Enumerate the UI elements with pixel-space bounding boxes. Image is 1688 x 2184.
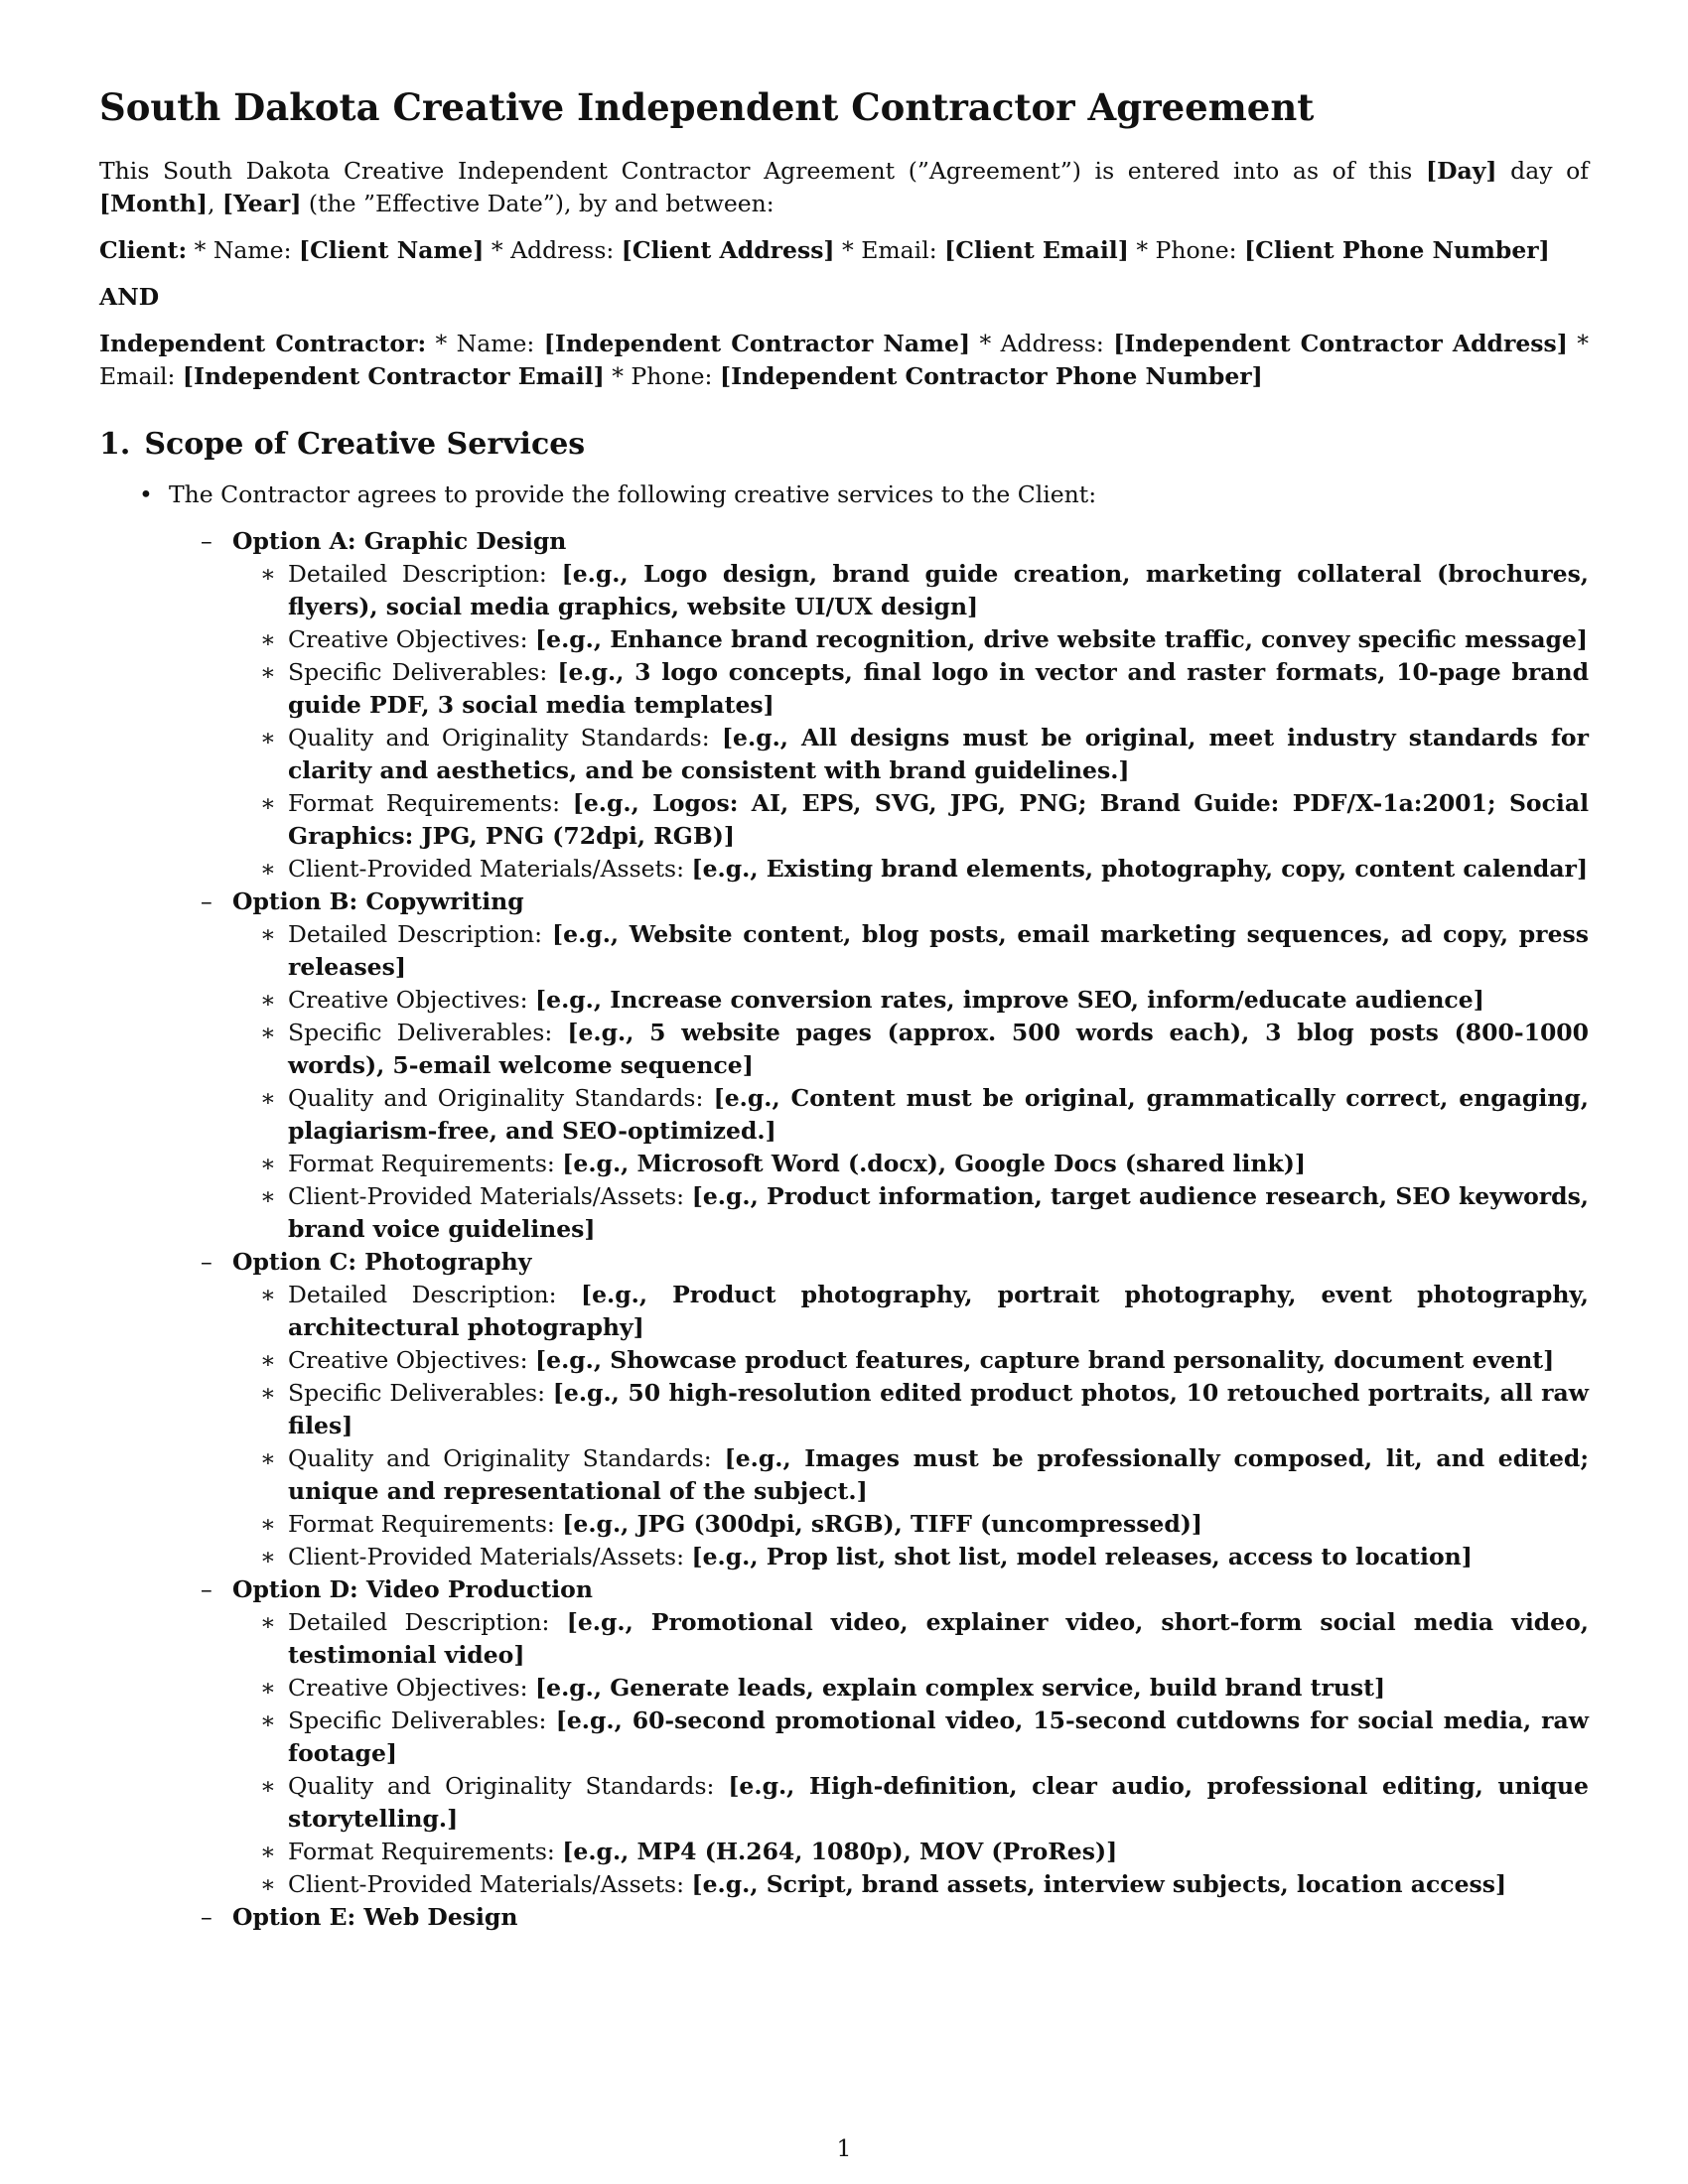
client-block <box>99 234 1589 267</box>
option-detail-item <box>260 1148 1589 1180</box>
intro-text-4: (the ”Effective Date”), by and between: <box>301 190 774 218</box>
section-title: Scope of Creative Services <box>144 427 586 463</box>
section-number: 1. <box>99 427 131 463</box>
option-detail-item <box>260 1377 1589 1442</box>
detail-label: Client-Provided Materials/Assets: <box>288 1543 692 1571</box>
scope-bullet <box>135 478 1589 1934</box>
detail-value: [e.g., Website content, blog posts, email marketing sequences, ad copy, press releases] <box>288 920 1589 982</box>
option-details-list <box>232 558 1589 886</box>
document-title: South Dakota Creative Independent Contractor Agreement <box>99 85 1315 129</box>
detail-label: Quality and Originality Standards: <box>288 1772 729 1801</box>
detail-label: Specific Deliverables: <box>288 1019 568 1047</box>
client-address-label: * Address: <box>484 236 622 265</box>
detail-label: Specific Deliverables: <box>288 1379 553 1408</box>
option-title: Option B: Copywriting <box>232 887 524 916</box>
detail-value: [e.g., Increase conversion rates, improve SEO, inform/educate audience] <box>535 986 1484 1015</box>
contractor-phone-label: * Phone: <box>604 362 720 391</box>
detail-value: [e.g., JPG (300dpi, sRGB), TIFF (uncompressed)] <box>562 1510 1203 1539</box>
detail-value: [e.g., 60-second promotional video, 15-second cutdowns for social media, raw footage] <box>288 1706 1590 1768</box>
detail-label: Client-Provided Materials/Assets: <box>288 1870 692 1899</box>
option-title: Option C: Photography <box>232 1248 532 1277</box>
client-name-label: * Name: <box>187 236 299 265</box>
option-detail-item <box>260 558 1589 623</box>
client-address-value: [Client Address] <box>621 236 835 265</box>
option-detail-item <box>260 1541 1589 1573</box>
option-details-list <box>232 1279 1589 1573</box>
detail-value: [e.g., Images must be professionally composed, lit, and edited; unique and representational of the subject.] <box>288 1444 1590 1506</box>
contractor-block <box>99 328 1589 393</box>
document-page <box>99 85 1589 1934</box>
detail-label: Specific Deliverables: <box>288 1706 556 1735</box>
option-detail-item <box>260 1442 1589 1508</box>
detail-value: [e.g., 5 website pages (approx. 500 words each), 3 blog posts (800-1000 words), 5-email welcome sequence] <box>288 1019 1590 1080</box>
scope-list <box>99 478 1589 1934</box>
detail-value: [e.g., MP4 (H.264, 1080p), MOV (ProRes)] <box>562 1838 1118 1866</box>
option-detail-item <box>260 853 1589 886</box>
option-detail-item <box>260 1344 1589 1377</box>
detail-label: Client-Provided Materials/Assets: <box>288 855 692 884</box>
detail-label: Creative Objectives: <box>288 986 535 1015</box>
detail-label: Detailed Description: <box>288 920 553 949</box>
option-detail-item <box>260 1508 1589 1541</box>
option-item <box>201 886 1589 1246</box>
contractor-name-label: * Name: <box>426 330 544 358</box>
option-detail-item <box>260 1672 1589 1705</box>
option-detail-item <box>260 656 1589 722</box>
detail-value: [e.g., Prop list, shot list, model releases, access to location] <box>691 1543 1473 1571</box>
detail-label: Specific Deliverables: <box>288 658 558 687</box>
option-detail-item <box>260 1868 1589 1901</box>
option-item <box>201 1246 1589 1573</box>
detail-value: [e.g., 50 high-resolution edited product photos, 10 retouched portraits, all raw files] <box>288 1379 1589 1440</box>
detail-label: Quality and Originality Standards: <box>288 1084 714 1113</box>
detail-label: Detailed Description: <box>288 1608 567 1637</box>
detail-label: Client-Provided Materials/Assets: <box>288 1182 692 1211</box>
option-item <box>201 525 1589 886</box>
option-item <box>201 1901 1589 1934</box>
detail-label: Creative Objectives: <box>288 625 535 654</box>
detail-value: [e.g., Enhance brand recognition, drive website traffic, convey specific message] <box>535 625 1589 654</box>
option-detail-item <box>260 1082 1589 1148</box>
detail-value: [e.g., Product information, target audience research, SEO keywords, brand voice guidelines] <box>288 1182 1589 1244</box>
option-detail-item <box>260 1180 1589 1246</box>
option-detail-item <box>260 623 1589 656</box>
option-detail-item <box>260 722 1589 787</box>
detail-label: Creative Objectives: <box>288 1346 535 1375</box>
detail-label: Quality and Originality Standards: <box>288 724 722 752</box>
intro-text-1: This South Dakota Creative Independent Contractor Agreement (”Agreement”) is entered into as of this <box>99 157 1426 186</box>
option-detail-item <box>260 1836 1589 1868</box>
option-detail-item <box>260 918 1589 984</box>
option-title: Option E: Web Design <box>232 1903 518 1932</box>
detail-value: [e.g., High-definition, clear audio, professional editing, unique storytelling.] <box>288 1772 1589 1834</box>
client-email-value: [Client Email] <box>944 236 1129 265</box>
detail-label: Quality and Originality Standards: <box>288 1444 725 1473</box>
option-detail-item <box>260 787 1589 853</box>
intro-text-3: , <box>207 190 222 218</box>
option-detail-item <box>260 1017 1589 1082</box>
detail-value: [e.g., Script, brand assets, interview subjects, location access] <box>691 1870 1507 1899</box>
detail-label: Format Requirements: <box>288 789 573 818</box>
detail-value: [e.g., Generate leads, explain complex service, build brand trust] <box>535 1674 1386 1703</box>
detail-value: [e.g., Microsoft Word (.docx), Google Docs (shared link)] <box>562 1150 1306 1178</box>
detail-value: [e.g., Logo design, brand guide creation, marketing collateral (brochures, flyers), social media graphics, website UI/UX design] <box>288 560 1589 621</box>
options-list <box>169 525 1589 1934</box>
day-placeholder: [Day] <box>1426 157 1497 186</box>
contractor-name-value: [Independent Contractor Name] <box>543 330 971 358</box>
contractor-email-value: [Independent Contractor Email] <box>182 362 605 391</box>
client-name-value: [Client Name] <box>298 236 485 265</box>
option-detail-item <box>260 984 1589 1017</box>
client-email-label: * Email: <box>834 236 945 265</box>
option-title: Option A: Graphic Design <box>232 527 567 556</box>
contractor-address-label: * Address: <box>970 330 1114 358</box>
detail-label: Format Requirements: <box>288 1150 563 1178</box>
option-details-list <box>232 918 1589 1246</box>
intro-text-2: day of <box>1496 157 1589 186</box>
month-placeholder: [Month] <box>99 190 208 218</box>
option-detail-item <box>260 1606 1589 1672</box>
contractor-email-label: * Email: <box>99 330 1590 391</box>
option-item <box>201 1573 1589 1901</box>
detail-label: Format Requirements: <box>288 1838 563 1866</box>
contractor-address-value: [Independent Contractor Address] <box>1113 330 1568 358</box>
contractor-heading: Independent Contractor: <box>99 330 427 358</box>
option-title: Option D: Video Production <box>232 1575 593 1604</box>
detail-value: [e.g., Showcase product features, capture brand personality, document event] <box>535 1346 1555 1375</box>
detail-value: [e.g., Content must be original, grammatically correct, engaging, plagiarism-free, and SEO-optimized.] <box>288 1084 1589 1146</box>
option-details-list <box>232 1606 1589 1901</box>
option-detail-item <box>260 1705 1589 1770</box>
client-heading: Client: <box>99 236 188 265</box>
option-detail-item <box>260 1279 1589 1344</box>
detail-label: Detailed Description: <box>288 560 562 589</box>
detail-value: [e.g., Existing brand elements, photography, copy, content calendar] <box>691 855 1589 884</box>
detail-value: [e.g., 3 logo concepts, final logo in vector and raster formats, 10-page brand guide PDF, 3 social media templates] <box>288 658 1589 720</box>
detail-value: [e.g., All designs must be original, meet industry standards for clarity and aesthetics, and be consistent with brand guidelines.] <box>288 724 1589 785</box>
client-phone-value: [Client Phone Number] <box>1244 236 1550 265</box>
year-placeholder: [Year] <box>221 190 302 218</box>
intro-paragraph <box>99 155 1589 220</box>
detail-value: [e.g., Logos: AI, EPS, SVG, JPG, PNG; Brand Guide: PDF/X-1a:2001; Social Graphics: JPG, PNG (72dpi, RGB)] <box>288 789 1589 851</box>
section-heading-scope <box>99 427 1589 463</box>
client-phone-label: * Phone: <box>1128 236 1245 265</box>
contractor-phone-value: [Independent Contractor Phone Number] <box>719 362 1263 391</box>
detail-label: Format Requirements: <box>288 1510 563 1539</box>
scope-bullet-text: The Contractor agrees to provide the following creative services to the Client: <box>169 480 1097 509</box>
detail-label: Creative Objectives: <box>288 1674 535 1703</box>
detail-value: [e.g., Promotional video, explainer video, short-form social media video, testimonial video] <box>288 1608 1589 1670</box>
page-number: 1 <box>836 2134 852 2162</box>
detail-label: Detailed Description: <box>288 1281 581 1309</box>
detail-value: [e.g., Product photography, portrait photography, event photography, architectural photography] <box>288 1281 1589 1342</box>
option-detail-item <box>260 1770 1589 1836</box>
and-separator: AND <box>99 283 160 312</box>
